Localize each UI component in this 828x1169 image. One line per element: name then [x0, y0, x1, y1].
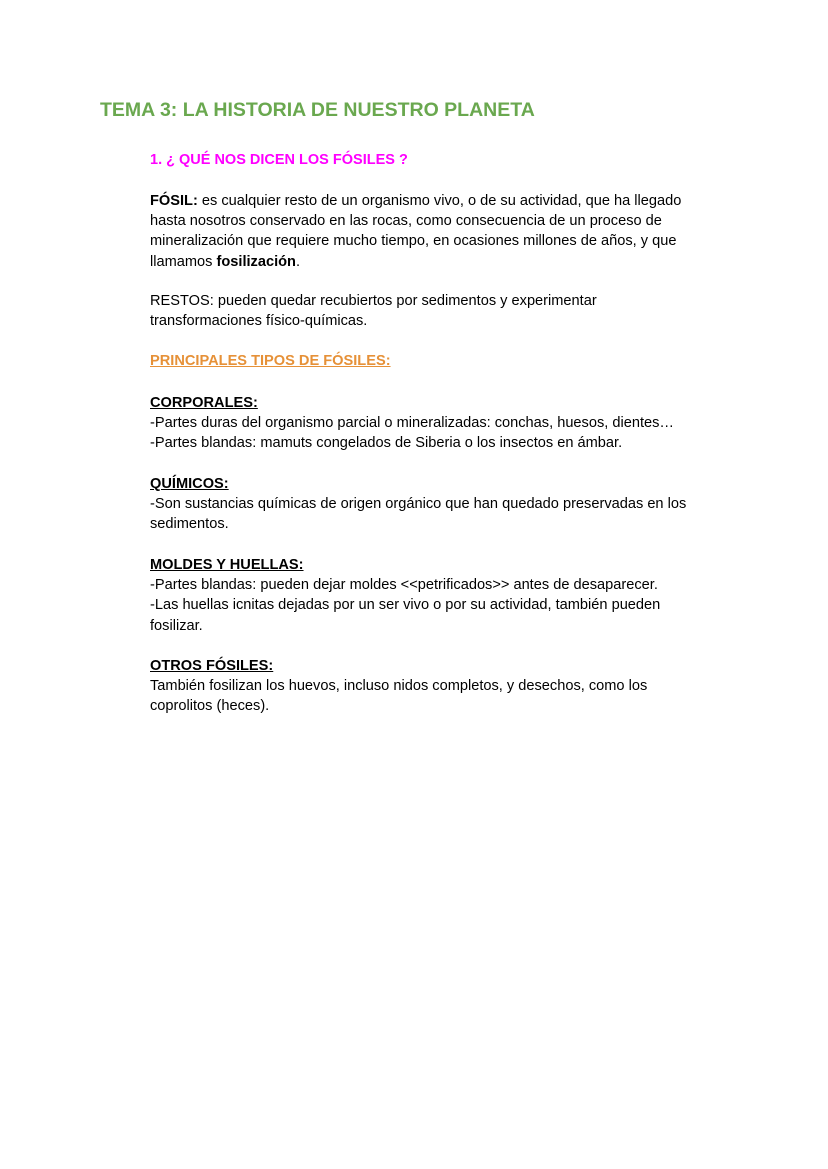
text-line: -Partes blandas: pueden dejar moldes <<petrificados>> antes de desaparecer. — [150, 577, 658, 594]
text-line: mineralización que requiere mucho tiempo, en ocasiones millones de años, y que — [150, 233, 677, 250]
text-line: llamamos — [150, 253, 217, 270]
fosil-term: FÓSIL: — [150, 193, 198, 209]
text-line: RESTOS: pueden quedar recubiertos por sedimentos y experimentar — [150, 293, 597, 309]
tipos-heading: PRINCIPALES TIPOS DE FÓSILES: — [150, 353, 391, 369]
fosilizacion-term: fosilización — [216, 253, 296, 270]
text-line: -Son sustancias químicas de origen orgánico que han quedado preservadas en los — [150, 496, 687, 513]
text-line: fosilizar. — [150, 617, 203, 634]
restos-paragraph — [150, 291, 597, 331]
tipo-heading: QUÍMICOS: — [150, 476, 229, 492]
text-line: coprolitos (heces). — [150, 698, 270, 715]
tipo-quimicos — [150, 474, 686, 535]
text-line: -Partes duras del organismo parcial o mineralizadas: conchas, huesos, dientes… — [150, 415, 675, 432]
text-line: hasta nosotros conservado en las rocas, como consecuencia de un proceso de — [150, 213, 662, 230]
text-line: -Partes blandas: mamuts congelados de Siberia o los insectos en ámbar. — [150, 435, 623, 452]
tipo-heading: MOLDES Y HUELLAS: — [150, 557, 304, 573]
text-line: transformaciones físico-químicas. — [150, 313, 368, 330]
tipo-heading: CORPORALES: — [150, 395, 258, 411]
section-heading: 1. ¿ QUÉ NOS DICEN LOS FÓSILES ? — [150, 152, 408, 168]
tipo-corporales — [150, 393, 674, 454]
document-title: TEMA 3: LA HISTORIA DE NUESTRO PLANETA — [100, 99, 535, 121]
text-line: También fosilizan los huevos, incluso nidos completos, y desechos, como los — [150, 678, 648, 695]
text-line: sedimentos. — [150, 516, 229, 533]
text-line: es cualquier resto de un organismo vivo, o de su actividad, que ha llegado — [197, 193, 682, 209]
tipo-heading: OTROS FÓSILES: — [150, 658, 274, 674]
fosil-definition — [150, 191, 681, 272]
tipo-otros — [150, 656, 647, 717]
tipo-moldes-huellas — [150, 555, 660, 636]
text-line: . — [295, 253, 301, 270]
text-line: -Las huellas icnitas dejadas por un ser vivo o por su actividad, también pueden — [150, 597, 661, 614]
